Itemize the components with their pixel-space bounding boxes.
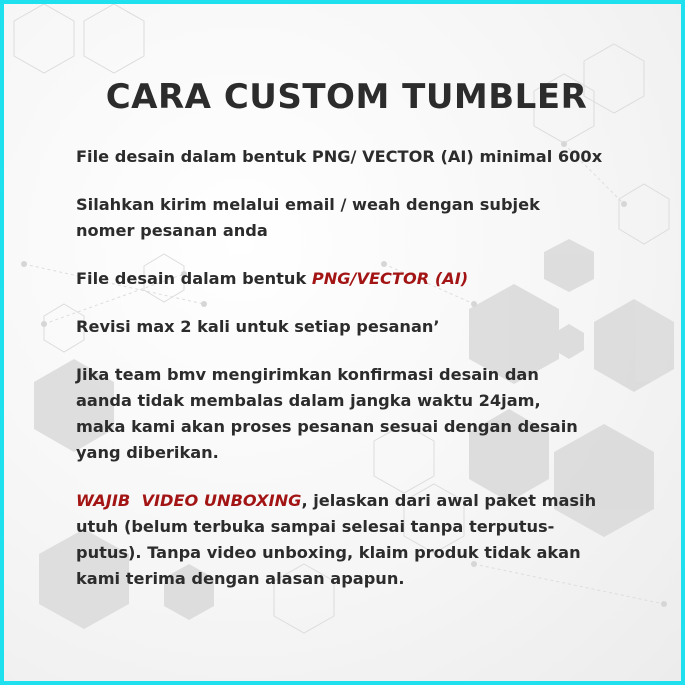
instruction-text: Jika team bmv mengirimkan konfirmasi desain dan [76,365,539,384]
instruction-text: yang diberikan. [76,443,219,462]
instructions-body [76,144,646,614]
instruction-text: File desain dalam bentuk PNG/ VECTOR (AI) minimal 600x [76,147,603,166]
highlight-video-unboxing: WAJIB VIDEO UNBOXING [76,491,302,510]
instruction-file-format [76,144,646,170]
instruction-text: , jelaskan dari awal paket masih [301,491,597,510]
instruction-text: maka kami akan proses pesanan sesuai dengan desain [76,417,578,436]
instruction-text: Revisi max 2 kali untuk setiap pesanan’ [76,317,440,336]
instruction-file-format-highlight [76,266,646,292]
instruction-text: utuh (belum terbuka sampai selesai tanpa terputus- [76,517,555,536]
instruction-video-unboxing [76,488,646,592]
highlight-format-text: PNG/VECTOR (AI) [311,269,469,288]
instruction-text: nomer pesanan anda [76,221,268,240]
instruction-text: kami terima dengan alasan apapun. [76,569,405,588]
instruction-text: File desain dalam bentuk [76,269,312,288]
instruction-text: putus). Tanpa video unboxing, klaim produk tidak akan [76,543,581,562]
instruction-revision-limit [76,314,646,340]
instruction-send-email [76,192,646,244]
instruction-text: Silahkan kirim melalui email / weah dengan subjek [76,195,540,214]
instruction-confirmation-policy [76,362,646,466]
instruction-text: aanda tidak membalas dalam jangka waktu 24jam, [76,391,541,410]
page-title: CARA CUSTOM TUMBLER [105,77,588,117]
